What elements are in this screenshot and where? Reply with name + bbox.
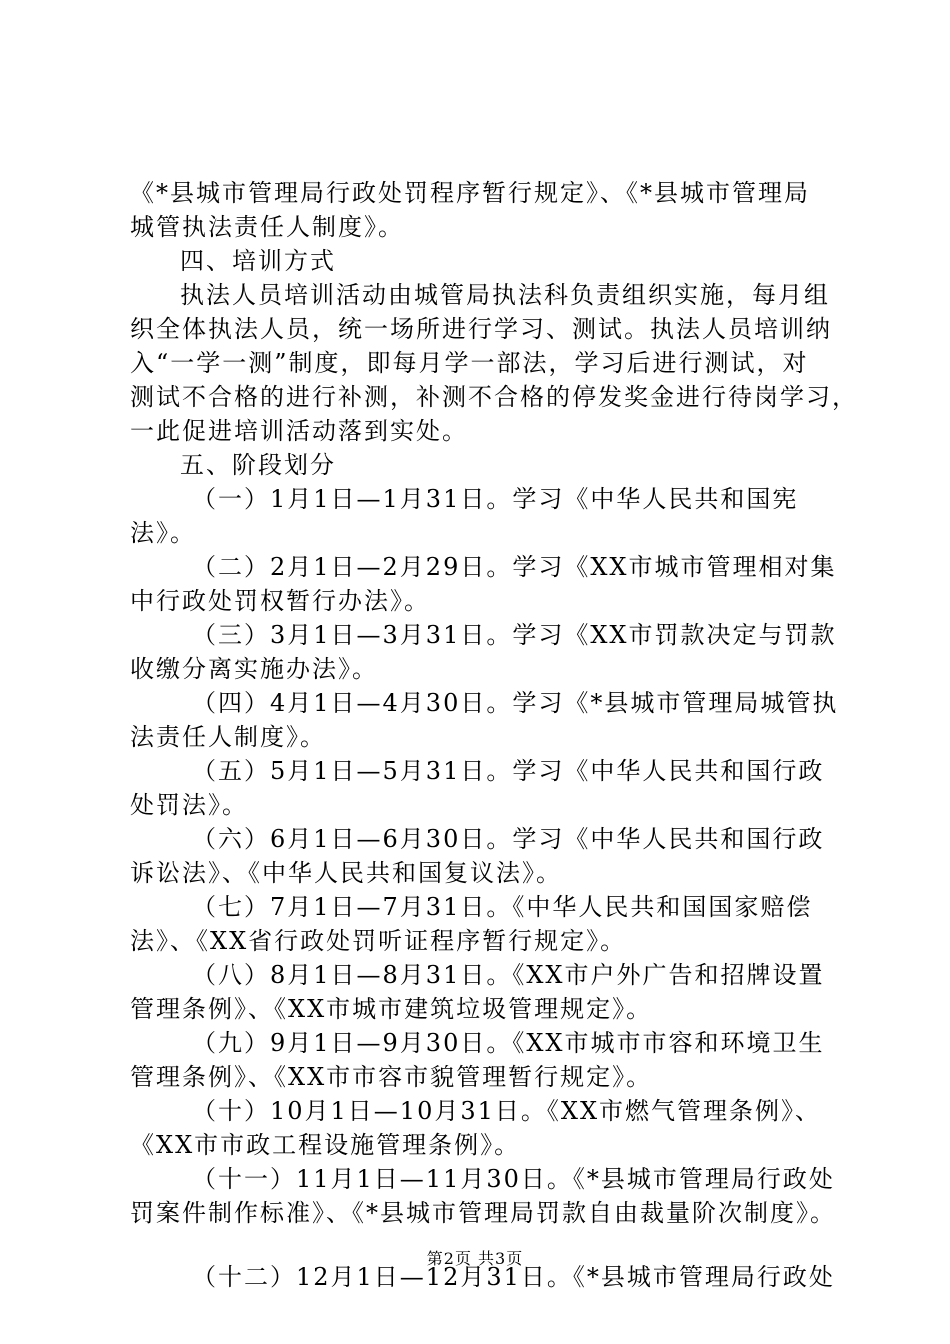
list-item-continuation: 法》。	[130, 519, 196, 547]
section-heading: 四、培训方式	[180, 247, 336, 275]
list-item-continuation: 收缴分离实施办法》。	[130, 655, 378, 683]
list-item: （九）9月1日—9月30日。《XX市城市市容和环境卫生	[192, 1029, 825, 1057]
list-item-continuation: 管理条例》、《XX市城市建筑垃圾管理规定》。	[130, 995, 653, 1023]
body-line: 一此促进培训活动落到实处。	[130, 417, 468, 445]
list-item-continuation: 法》、《XX省行政处罚听证程序暂行规定》。	[130, 927, 627, 955]
list-item: （十二）12月1日—12月31日。《*县城市管理局行政处	[192, 1263, 835, 1291]
list-item: （七）7月1日—7月31日。《中华人民共和国国家赔偿	[192, 893, 813, 921]
list-item: （六）6月1日—6月30日。学习《中华人民共和国行政	[192, 825, 825, 853]
list-item: （三）3月1日—3月31日。学习《XX市罚款决定与罚款	[192, 621, 837, 649]
body-line: 织全体执法人员，统一场所进行学习、测试。执法人员培训纳	[130, 315, 832, 343]
list-item: （一）1月1日—1月31日。学习《中华人民共和国宪	[192, 485, 799, 513]
list-item-continuation: 管理条例》、《XX市市容市貌管理暂行规定》。	[130, 1063, 653, 1091]
page-footer: 第2页 共3页	[426, 1249, 524, 1268]
list-item-continuation: 《XX市市政工程设施管理条例》。	[130, 1131, 521, 1159]
body-line: 《*县城市管理局行政处罚程序暂行规定》、《*县城市管理局	[130, 179, 810, 207]
list-item: （二）2月1日—2月29日。学习《XX市城市管理相对集	[192, 553, 837, 581]
body-line: 执法人员培训活动由城管局执法科负责组织实施，每月组	[180, 281, 830, 309]
list-item: （四）4月1日—4月30日。学习《*县城市管理局城管执	[192, 689, 839, 717]
document-body	[130, 176, 858, 1294]
list-item-continuation: 诉讼法》、《中华人民共和国复议法》。	[130, 859, 562, 887]
list-item-continuation: 中行政处罚权暂行办法》。	[130, 587, 430, 615]
list-item-continuation: 法责任人制度》。	[130, 723, 326, 751]
list-item-continuation: 罚案件制作标准》、《*县城市管理局罚款自由裁量阶次制度》。	[130, 1199, 836, 1227]
list-item: （十一）11月1日—11月30日。《*县城市管理局行政处	[192, 1165, 835, 1193]
body-line: 入“一学一测”制度，即每月学一部法，学习后进行测试，对	[130, 349, 809, 377]
list-item: （八）8月1日—8月31日。《XX市户外广告和招牌设置	[192, 961, 825, 989]
section-heading: 五、阶段划分	[180, 451, 336, 479]
list-item-continuation: 处罚法》。	[130, 791, 248, 819]
body-line: 测试不合格的进行补测，补测不合格的停发奖金进行待岗学习，	[130, 383, 858, 411]
list-item: （十）10月1日—10月31日。《XX市燃气管理条例》、	[192, 1097, 822, 1125]
list-item: （五）5月1日—5月31日。学习《中华人民共和国行政	[192, 757, 825, 785]
body-line: 城管执法责任人制度》。	[130, 213, 404, 241]
